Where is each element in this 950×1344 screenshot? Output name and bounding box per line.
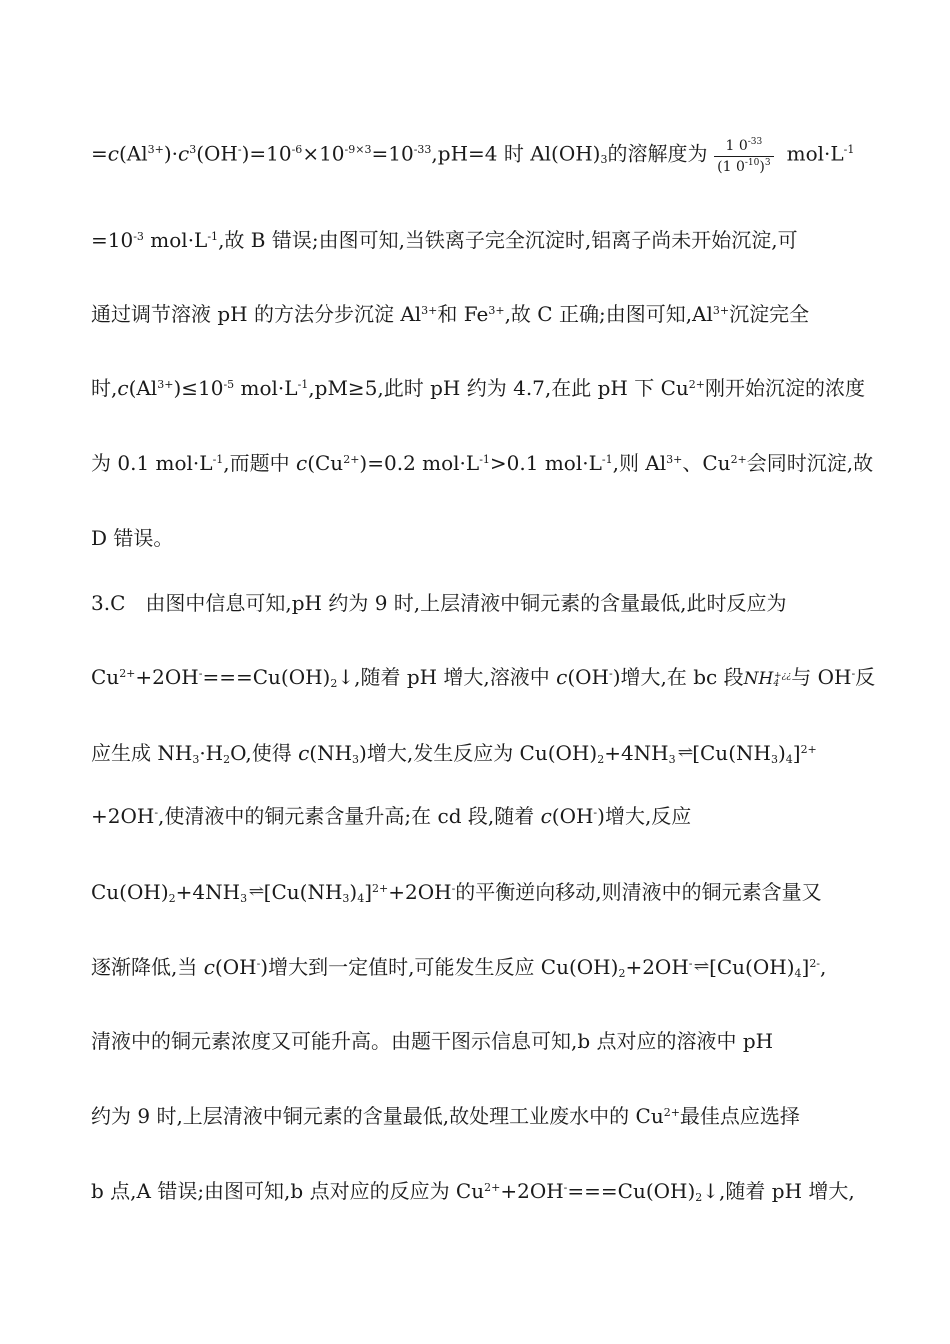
subscript: 4 — [794, 966, 802, 980]
text-line — [91, 738, 817, 767]
subscript: 2 — [223, 752, 231, 766]
text-run: 清液中的铜元素浓度又可能升高。由题干图示信息可知,b 点对应的溶液中 pH — [91, 1029, 774, 1053]
text-run: +2OH — [91, 804, 155, 828]
text-run: ,故 B 错误;由图可知,当铁离子完全沉淀时,铝离子尚未开始沉淀,可 — [218, 228, 798, 252]
text-run: 刚开始沉淀的浓度 — [704, 376, 865, 400]
subscript: 2 — [330, 676, 338, 690]
text-run: (OH — [196, 141, 238, 166]
italic-symbol: c — [296, 451, 308, 475]
text-run: 逐渐降低,当 — [91, 955, 204, 979]
text-run: 、Cu — [682, 451, 731, 475]
text-run: 为 0.1 mol·L — [91, 451, 213, 475]
text-run: ·H — [199, 741, 224, 765]
text-run: [Cu(NH — [263, 880, 343, 904]
text-run: 与 OH — [791, 665, 852, 689]
superscript: 2+ — [343, 452, 360, 466]
text-run: )增大,发生反应为 Cu(OH) — [359, 741, 598, 765]
superscript: - — [451, 881, 456, 895]
text-line — [91, 226, 798, 254]
superscript: 3+ — [666, 452, 683, 466]
subscript: 4 — [785, 752, 793, 766]
ammonium-formula — [744, 669, 792, 689]
subscript: 2 — [168, 891, 176, 905]
equilibrium-arrow: ⇌ — [677, 743, 691, 761]
superscript: - — [688, 956, 693, 970]
text-line — [91, 300, 809, 328]
text-run: )≤10 — [173, 376, 224, 400]
text-run: D 错误。 — [91, 526, 174, 550]
superscript: 3 — [189, 143, 197, 157]
subscript: 3 — [668, 752, 676, 766]
superscript: -1 — [601, 452, 613, 466]
superscript: - — [237, 143, 242, 157]
text-line — [91, 589, 787, 617]
text-run: (Al — [128, 376, 158, 400]
superscript: 2+ — [119, 666, 136, 680]
superscript: - — [851, 666, 856, 680]
text-run: 沉淀完全 — [729, 302, 810, 326]
superscript: -1 — [479, 452, 490, 466]
text-run: mol·L — [780, 141, 844, 166]
text-run: 时, — [91, 376, 118, 400]
superscript: -5 — [223, 377, 235, 391]
text-run: (Al — [118, 141, 148, 166]
text-line — [91, 136, 854, 174]
superscript: -3 — [133, 229, 144, 243]
subscript: 3 — [352, 752, 360, 766]
superscript: -33 — [747, 137, 763, 148]
fraction-denominator — [714, 157, 775, 176]
text-run: )增大,在 bc 段 — [612, 665, 744, 689]
text-line — [91, 449, 873, 477]
text-run: ,pH=4 时 Al(OH) — [431, 141, 601, 166]
superscript: - — [256, 956, 261, 970]
text-run: +2OH — [388, 880, 452, 904]
text-run: 反 — [855, 665, 876, 689]
text-run: 的溶解度为 — [607, 141, 708, 166]
text-run: mol·L — [234, 376, 298, 400]
italic-symbol: c — [298, 741, 310, 765]
text-run: (OH — [551, 804, 594, 828]
text-line — [91, 524, 173, 552]
text-run: ) — [349, 880, 358, 904]
superscript: 2+ — [688, 377, 705, 391]
text-run: ↓,随着 pH 增大, — [702, 1179, 855, 1203]
text-run: +4NH — [604, 741, 669, 765]
text-run: )增大,反应 — [597, 804, 692, 828]
text-run: ×10 — [302, 141, 345, 166]
italic-symbol: c — [107, 141, 119, 166]
text-run: b 点,A 错误;由图可知,b 点对应的反应为 Cu — [91, 1179, 485, 1203]
text-run: (OH — [214, 955, 257, 979]
superscript: -6 — [291, 143, 303, 157]
text-line — [91, 1027, 773, 1055]
italic-symbol: c — [203, 955, 215, 979]
text-run: +2OH — [500, 1179, 564, 1203]
superscript: - — [198, 666, 203, 680]
superscript: - — [609, 666, 613, 680]
text-run: (Cu — [307, 451, 344, 475]
text-run: [Cu(OH) — [709, 955, 795, 979]
superscript: -1 — [207, 229, 219, 243]
text-run: ) — [759, 159, 765, 175]
superscript: - — [593, 805, 598, 819]
text-run: ,pM≥5,此时 pH 约为 4.7,在此 pH 下 Cu — [308, 376, 689, 400]
text-run: 1 0 — [725, 138, 748, 154]
text-run: 最佳点应选择 — [679, 1104, 800, 1128]
text-run: = — [91, 141, 108, 166]
text-run: , — [820, 955, 827, 979]
equilibrium-arrow: ⇌ — [248, 882, 262, 900]
text-run: ] — [801, 955, 810, 979]
italic-symbol: c — [117, 376, 129, 400]
text-run: 通过调节溶液 pH 的方法分步沉淀 Al — [91, 302, 422, 326]
text-run: ,则 Al — [612, 451, 667, 475]
text-run: mol·L — [143, 228, 208, 252]
text-run: >0.1 mol·L — [489, 451, 602, 475]
text-run: Cu — [91, 665, 120, 689]
subscript: 3 — [240, 891, 248, 905]
text-run: ) — [777, 741, 786, 765]
subscript: 3 — [770, 752, 778, 766]
text-run: 和 Fe — [437, 302, 489, 326]
text-run: +4NH — [175, 880, 241, 904]
text-line — [91, 877, 822, 906]
superscript: 3+ — [421, 303, 438, 317]
formula-base: NH — [743, 669, 774, 689]
superscript: - — [154, 805, 159, 819]
superscript: -10 — [744, 158, 760, 169]
text-line — [91, 1102, 800, 1130]
text-run: ,故 C 正确;由图可知,Al — [504, 302, 713, 326]
superscript: 2+ — [663, 1105, 680, 1119]
text-line — [91, 1177, 855, 1205]
text-run: ↓,随着 pH 增大,溶液中 — [337, 665, 557, 689]
text-run: [Cu(NH — [692, 741, 771, 765]
subscript: 4 — [357, 891, 365, 905]
fraction — [714, 138, 775, 176]
text-run: =10 — [91, 228, 134, 252]
subscript: 2 — [597, 752, 605, 766]
equilibrium-arrow: ⇌ — [694, 957, 708, 975]
text-run: =10 — [371, 141, 414, 166]
superscript: -1 — [843, 143, 855, 157]
superscript: 2+ — [730, 452, 747, 466]
text-run: (OH — [567, 665, 609, 689]
superscript: - — [563, 1180, 568, 1194]
text-run: ===Cu(OH) — [202, 665, 331, 689]
superscript: -33 — [413, 143, 432, 157]
superscript: 3+ — [157, 377, 174, 391]
text-run: +2OH — [135, 665, 199, 689]
text-run: ] — [364, 880, 373, 904]
text-run: 约为 9 时,上层清液中铜元素的含量最低,故处理工业废水中的 Cu — [91, 1104, 664, 1128]
superscript: 3+ — [712, 303, 730, 317]
text-run: 的平衡逆向移动,则清液中的铜元素含量又 — [455, 880, 822, 904]
text-run: Cu(OH) — [91, 880, 169, 904]
text-run: ] — [792, 741, 801, 765]
text-run: 应生成 NH — [91, 741, 193, 765]
superscript: -1 — [212, 452, 224, 466]
text-line — [91, 802, 691, 830]
italic-symbol: c — [178, 141, 190, 166]
subscript: 2 — [618, 966, 626, 980]
text-run: ,使清液中的铜元素含量升高;在 cd 段,随着 — [158, 804, 541, 828]
superscript: 3+ — [147, 143, 164, 157]
superscript: 2- — [809, 956, 821, 970]
text-run: 会同时沉淀,故 — [746, 451, 874, 475]
text-run: )· — [163, 141, 179, 166]
text-run: O,使得 — [230, 741, 299, 765]
italic-symbol: c — [540, 804, 552, 828]
text-run: (1 0 — [717, 159, 745, 175]
superscript: -1 — [297, 377, 309, 391]
text-line — [91, 663, 875, 693]
text-run: ===Cu(OH) — [567, 1179, 696, 1203]
subscript: 3 — [192, 752, 200, 766]
subscript: 4 — [773, 679, 780, 690]
superscript: 2+ — [800, 742, 817, 756]
subscript: 3 — [342, 891, 350, 905]
subscript: 3 — [600, 153, 608, 167]
superscript: -9×3 — [344, 143, 372, 157]
text-run: )=10 — [241, 141, 292, 166]
text-run: (NH — [309, 741, 353, 765]
text-run: )增大到一定值时,可能发生反应 Cu(OH) — [260, 955, 619, 979]
superscript: 3+ — [488, 303, 505, 317]
superscript: 2+ — [484, 1180, 501, 1194]
superscript: 2+ — [372, 881, 389, 895]
fraction-numerator — [714, 138, 775, 157]
text-line — [91, 374, 865, 402]
italic-symbol: c — [556, 665, 568, 689]
text-run: ,而题中 — [223, 451, 296, 475]
superscript: +¿¿ — [774, 671, 792, 682]
subscript: 2 — [695, 1190, 703, 1204]
text-run: 3.C 由图中信息可知,pH 约为 9 时,上层清液中铜元素的含量最低,此时反应为 — [91, 591, 787, 615]
text-run: )=0.2 mol·L — [359, 451, 480, 475]
superscript: 3 — [764, 158, 771, 169]
text-line — [91, 952, 826, 981]
text-run: +2OH — [625, 955, 689, 979]
